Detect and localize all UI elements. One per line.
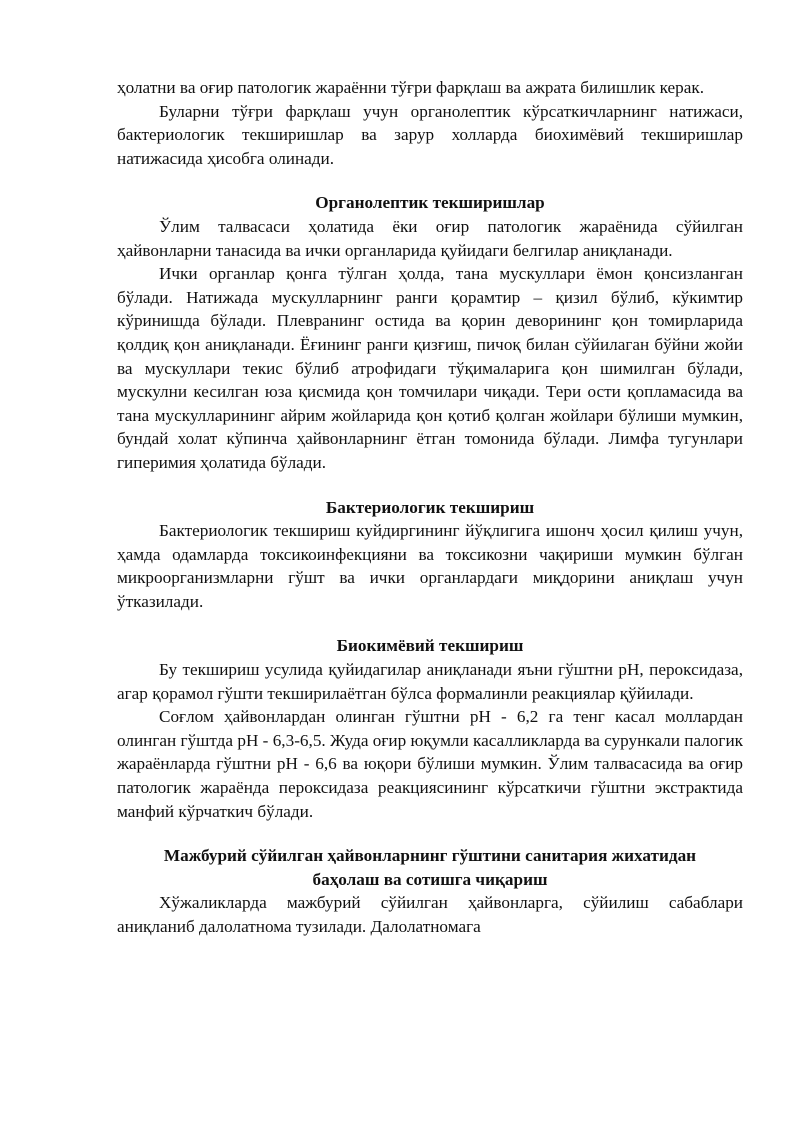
spacer [117, 170, 743, 191]
section-heading-biochemical: Биокимёвий текшириш [336, 636, 524, 656]
section-heading-forced-slaughter [117, 844, 743, 891]
paragraph: Бактериологик текшириш куйдиргининг йўқлигига ишонч ҳосил қилиш учун, ҳамда одамларда токсикоинфекцияни ва токсикозни чақириши мумкин бўлган микроорганизмларни гўшт ва ички органлардаги миқдорини аниқлаш учун ўтказилади. [117, 521, 743, 611]
document-page [117, 76, 743, 939]
section-heading-organoleptic: Органолептик текширишлар [315, 193, 545, 213]
spacer [117, 823, 743, 844]
paragraph: Хўжаликларда мажбурий сўйилган ҳайвонларга, сўйилиш сабаблари аниқланиб далолатнома тузилади. Далолатномага [117, 893, 743, 936]
paragraph: Соғлом ҳайвонлардан олинган гўштни рН - 6,2 га тенг касал моллардан олинган гўштда рН - 6,3-6,5. Жуда оғир юқумли касалликларда ва сурункали палогик жараёнларда гўштни рН - 6,6 ва юқори бўлиши мумкин. Ўлим талвасасида ва оғир патологик жараёнда пероксидаза реакциясининг кўрсаткичи гўштни экстрактида манфий кўрчаткич бўлади. [117, 707, 743, 821]
paragraph: ҳолатни ва оғир патологик жараённи тўғри фарқлаш ва ажрата билишлик керак. [117, 78, 705, 97]
section-heading-bacteriological: Бактериологик текшириш [325, 497, 535, 517]
paragraph: Бу текшириш усулида қуйидагилар аниқланади яъни гўштни рН, пероксидаза, агар қорамол гўшти текширилаётган бўлса формалинли реакциялар қўйилади. [117, 660, 743, 703]
heading-line: баҳолаш ва сотишга чиқариш [312, 869, 548, 889]
paragraph: Ички органлар қонга тўлган ҳолда, тана мускуллари ёмон қонсизланган бўлади. Натижада мускулларнинг ранги қорамтир – қизил бўлиб, кўкимтир кўринишда бўлади. Плевранинг остида ва қорин деворининг қон томирларида қолдиқ қон аниқланади. Ёғининг ранги қизғиш, пичоқ билан сўйилаган бўйни жойи ва мускуллари текис бўлиб атрофидаги тўқималарига қон шимилган бўлади, мускулни кесилган юза қисмида қон томчилари чиқади. Тери ости қопламасида ва тана мускулларининг айрим жойларида қон қотиб қолган жойлари бўлиши мумкин, бундай холат кўпинча ҳайвонларнинг ётган томонида бўлади. Лимфа тугунлари гиперимия ҳолатида бўлади. [117, 264, 743, 472]
paragraph: Ўлим талвасаси ҳолатида ёки оғир патологик жараёнида сўйилган ҳайвонларни танасида ва ички органларида қуйидаги белгилар аниқланади. [117, 216, 743, 260]
paragraph: Буларни тўғри фарқлаш учун органолептик кўрсаткичларнинг натижаси, бактериологик текширишлар ва зарур холларда биохимёвий текширишлар натижасида ҳисобга олинади. [117, 101, 743, 168]
spacer [117, 613, 743, 634]
heading-line: Мажбурий сўйилган ҳайвонларнинг гўштини санитария жихатидан [163, 846, 697, 866]
spacer [117, 475, 743, 496]
